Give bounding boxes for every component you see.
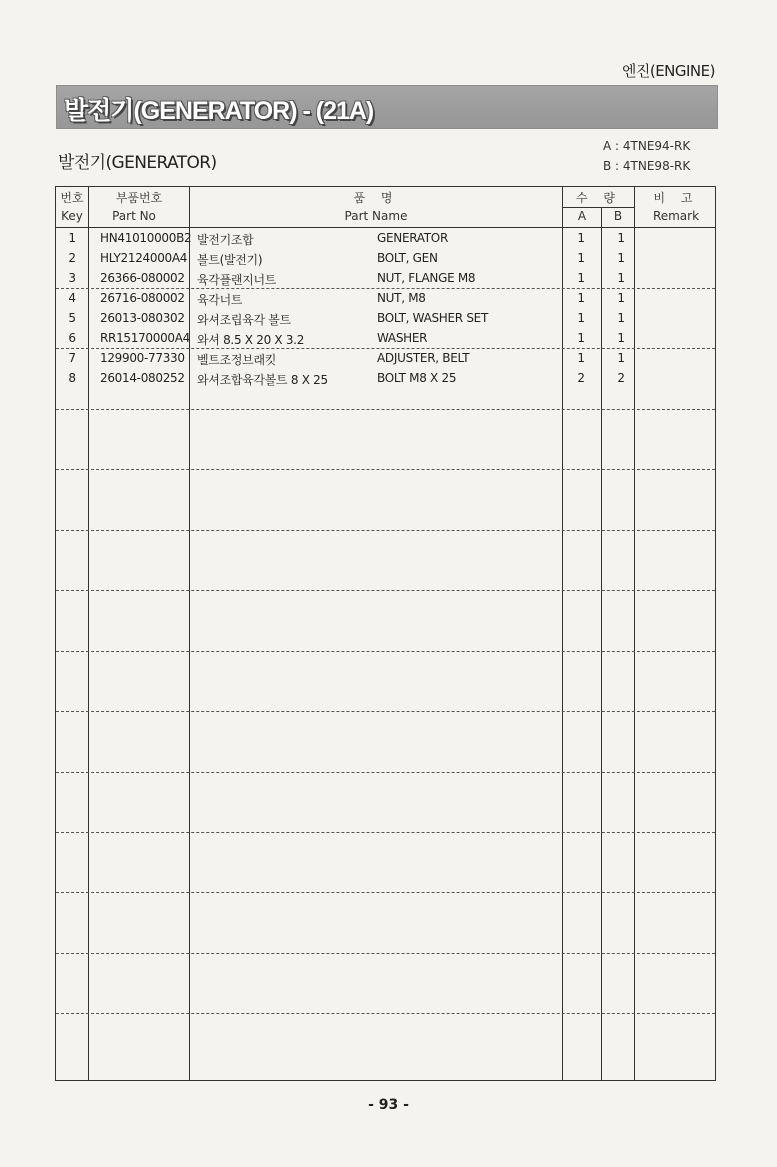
banner-title: 발전기(GENERATOR) - (21A) — [64, 97, 374, 125]
row-qty-b: 1 — [617, 351, 625, 365]
row-qty-a: 1 — [577, 351, 585, 365]
row-key: 2 — [68, 251, 76, 265]
row-qty-a: 1 — [577, 311, 585, 325]
section-label: 엔진(ENGINE) — [621, 62, 715, 80]
row-qty-a: 2 — [577, 371, 585, 385]
row-key: 4 — [68, 291, 76, 305]
row-group-divider — [56, 772, 715, 773]
table-row — [56, 228, 715, 248]
model-b: B : 4TNE98-RK — [603, 159, 691, 173]
header-key-en: Key — [61, 209, 83, 223]
table-row — [56, 268, 715, 288]
model-a: A : 4TNE94-RK — [603, 139, 691, 153]
row-qty-a: 1 — [577, 331, 585, 345]
row-group-divider — [56, 651, 715, 652]
row-group-divider — [56, 1013, 715, 1014]
table-row — [56, 248, 715, 268]
row-name-kr: 와셔조립육각 볼트 — [197, 313, 291, 327]
row-name-en: ADJUSTER, BELT — [377, 351, 470, 365]
row-part-no: 129900-77330 — [100, 351, 185, 365]
row-key: 8 — [68, 371, 76, 385]
row-name-kr: 육각너트 — [197, 293, 243, 307]
row-key: 1 — [68, 231, 76, 245]
row-qty-b: 2 — [617, 371, 625, 385]
header-remark-en: Remark — [652, 209, 700, 223]
header-part-kr: 부품번호 — [115, 191, 163, 205]
row-name-en: WASHER — [377, 331, 428, 345]
page-subtitle: 발전기(GENERATOR) — [58, 153, 217, 173]
row-qty-a: 1 — [577, 251, 585, 265]
row-key: 3 — [68, 271, 76, 285]
row-part-no: HN41010000B2 — [100, 231, 192, 245]
header-qty-b: B — [613, 209, 623, 223]
row-part-no: 26014-080252 — [100, 371, 185, 385]
row-qty-a: 1 — [577, 291, 585, 305]
row-part-no: HLY2124000A4 — [100, 251, 188, 265]
row-qty-a: 1 — [577, 231, 585, 245]
row-name-en: NUT, FLANGE M8 — [377, 271, 476, 285]
row-name-en: BOLT M8 X 25 — [377, 371, 457, 385]
header-name-kr: 품 명 — [353, 191, 399, 205]
table-row — [56, 328, 715, 348]
row-name-kr: 발전기조합 — [197, 233, 254, 247]
row-group-divider — [56, 530, 715, 531]
row-name-en: NUT, M8 — [377, 291, 426, 305]
row-key: 6 — [68, 331, 76, 345]
row-part-no: 26013-080302 — [100, 311, 185, 325]
row-name-kr: 육각플랜지너트 — [197, 273, 277, 287]
row-qty-b: 1 — [617, 291, 625, 305]
row-group-divider — [56, 590, 715, 591]
row-part-no: 26716-080002 — [100, 291, 185, 305]
page-number: - 93 - — [368, 1097, 409, 1113]
row-group-divider — [56, 832, 715, 833]
row-qty-b: 1 — [617, 331, 625, 345]
row-part-no: RR15170000A4 — [100, 331, 190, 345]
table-row — [56, 288, 715, 308]
header-qty-kr: 수 량 — [576, 191, 621, 205]
row-key: 7 — [68, 351, 76, 365]
row-group-divider — [56, 469, 715, 470]
row-name-en: GENERATOR — [377, 231, 448, 245]
row-group-divider — [56, 953, 715, 954]
row-group-divider — [56, 711, 715, 712]
qty-header-divider — [562, 207, 634, 208]
row-part-no: 26366-080002 — [100, 271, 185, 285]
row-qty-a: 1 — [577, 271, 585, 285]
row-name-en: BOLT, GEN — [377, 251, 438, 265]
row-name-kr: 와셔 8.5 X 20 X 3.2 — [197, 333, 305, 347]
header-part-en: Part No — [112, 209, 156, 223]
row-name-kr: 와셔조합육각볼트 8 X 25 — [197, 373, 328, 387]
row-group-divider — [56, 409, 715, 410]
title-banner — [56, 85, 718, 129]
model-legend — [603, 136, 690, 176]
parts-table — [55, 186, 716, 1081]
row-name-kr: 볼트(발전기) — [197, 253, 263, 267]
table-row — [56, 348, 715, 368]
table-row — [56, 368, 715, 388]
header-name-en: Part Name — [344, 209, 408, 223]
header-remark-kr: 비 고 — [653, 191, 699, 205]
row-qty-b: 1 — [617, 251, 625, 265]
header-qty-a: A — [577, 209, 587, 223]
row-name-en: BOLT, WASHER SET — [377, 311, 488, 325]
row-qty-b: 1 — [617, 311, 625, 325]
row-name-kr: 벨트조정브래킷 — [197, 353, 277, 367]
row-group-divider — [56, 892, 715, 893]
table-row — [56, 308, 715, 328]
row-qty-b: 1 — [617, 231, 625, 245]
row-qty-b: 1 — [617, 271, 625, 285]
header-key-kr: 번호 — [60, 191, 84, 205]
row-key: 5 — [68, 311, 76, 325]
